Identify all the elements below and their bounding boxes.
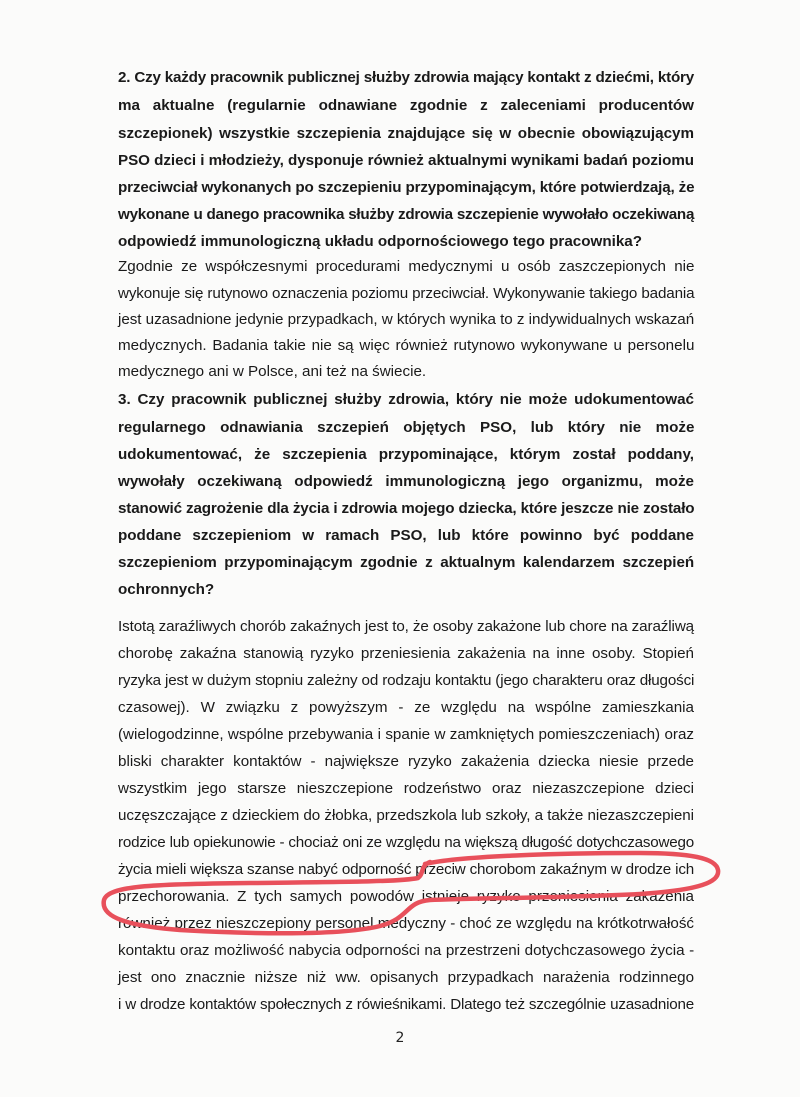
question-2-line: PSO dzieci i młodzieży, dysponuje również aktualnymi wynikami badań poziomu (118, 152, 694, 169)
answer-3-line: rodzice lub opiekunowie - chociaż oni ze względu na większą długość dotychczasowego (118, 834, 694, 851)
question-2-line: przeciwciał wykonanych po szczepieniu przypominającym, które potwierdzają, że (118, 179, 695, 196)
answer-3-line: życia mieli większa szanse nabyć odporność przeciw chorobom zakaźnym w drodze ich (118, 861, 695, 878)
answer-3-line: kontaktu oraz możliwość nabycia odporności na przestrzeni dotychczasowego życia - (118, 942, 695, 959)
question-3-line: regularnego odnawiania szczepień objętych PSO, lub który nie może (118, 419, 695, 436)
question-3-line: poddane szczepieniom w ramach PSO, lub które powinno być poddane (118, 527, 694, 544)
answer-3-line: czasowej). W związku z powyższym - ze względu na wspólne zamieszkania (118, 699, 694, 716)
answer-3-line: bliski charakter kontaktów - największe ryzyko zakażenia dziecka niesie przede (118, 753, 694, 770)
answer-3-line: również przez nieszczepiony personel medyczny - choć ze względu na krótkotrwałość (118, 915, 694, 932)
question-2-line: odpowiedź immunologiczną układu odpornościowego tego pracownika? (118, 233, 642, 250)
answer-2-line: medycznych. Badania takie nie są więc również rutynowo wykonywane u personelu (118, 337, 695, 354)
page-number: 2 (395, 1030, 405, 1046)
question-2-line: wykonane u danego pracownika służby zdrowia szczepienie wywołało oczekiwaną (118, 206, 695, 223)
answer-3-line: ryzyka jest w dużym stopniu zależny od rodzaju kontaktu (jego charakteru oraz długości (118, 672, 695, 689)
question-2-line: szczepionek) wszystkie szczepienia znajdujące się w obecnie obowiązującym (118, 125, 694, 142)
question-3-line: szczepieniom przypominającym zgodnie z aktualnym kalendarzem szczepień (118, 554, 695, 571)
answer-3-line: przechorowania. Z tych samych powodów istnieje ryzyko przeniesienia zakażenia (118, 888, 694, 905)
question-3-line: ochronnych? (118, 581, 215, 598)
question-3-line: wywołały oczekiwaną odpowiedź immunologiczną jego organizmu, może (118, 473, 694, 490)
answer-3-line: Istotą zaraźliwych chorób zakaźnych jest to, że osoby zakażone lub chore na zaraźliwą (118, 618, 695, 635)
answer-3-line: i w drodze kontaktów społecznych z rówieśnikami. Dlatego też szczególnie uzasadnione (118, 996, 694, 1013)
answer-2-line: wykonuje się rutynowo oznaczenia poziomu przeciwciał. Wykonywanie takiego badania (118, 285, 695, 302)
answer-2-line: jest uzasadnione jedynie przypadkach, w których wynika to z indywidualnych wskazań (118, 311, 695, 328)
question-3-line: 3. Czy pracownik publicznej służby zdrowia, który nie może udokumentować (118, 391, 694, 408)
question-2-line: 2. Czy każdy pracownik publicznej służby zdrowia mający kontakt z dziećmi, który (118, 69, 694, 86)
answer-3-line: jest ono znacznie niższe niż ww. opisanych przypadkach narażenia rodzinnego (118, 969, 695, 986)
question-2-line: ma aktualne (regularnie odnawiane zgodnie z zaleceniami producentów (118, 97, 694, 114)
question-3-line: udokumentować, że szczepienia przypominające, którym został poddany, (118, 446, 694, 463)
answer-2-line: medycznego ani w Polsce, ani też na świecie. (118, 363, 427, 380)
answer-2-line: Zgodnie ze współczesnymi procedurami medycznymi u osób zaszczepionych nie (118, 258, 695, 275)
answer-3-line: chorobę zakaźna stanowią ryzyko przeniesienia zakażenia na inne osoby. Stopień (118, 645, 694, 662)
question-3-line: stanowić zagrożenie dla życia i zdrowia mojego dziecka, które jeszcze nie zostało (118, 500, 695, 517)
answer-3-line: uczęszczające z dzieckiem do żłobka, przedszkola lub szkoły, a także niezaszczepieni (118, 807, 694, 824)
answer-3-line: wszystkim jego starsze nieszczepione rodzeństwo oraz niezaszczepione dzieci (118, 780, 694, 797)
answer-3-line: (wielogodzinne, wspólne przebywania i spanie w zamkniętych pomieszczeniach) oraz (118, 726, 694, 743)
